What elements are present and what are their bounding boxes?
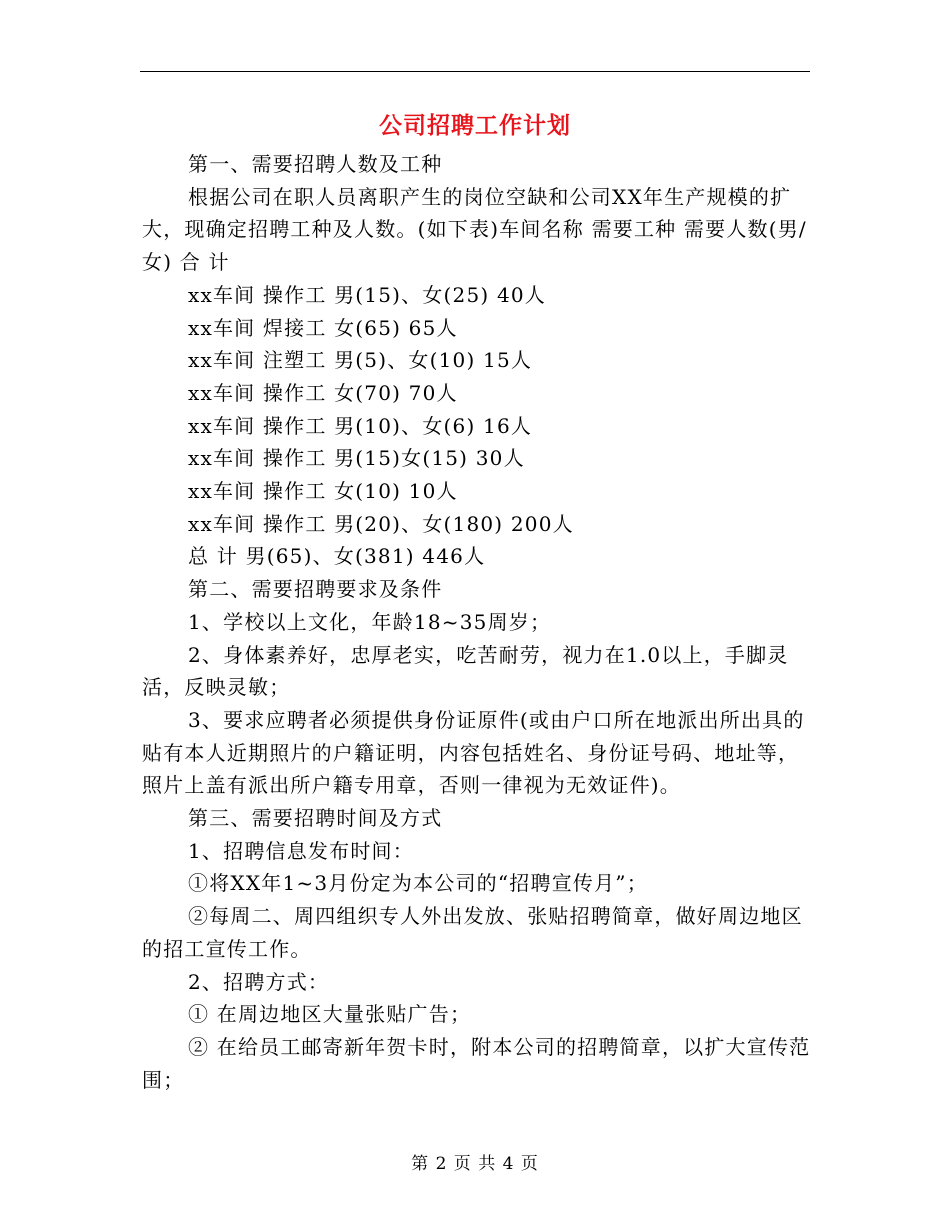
workshop-row: xx车间 操作工 男(15)、女(25) 40人 xyxy=(188,282,546,307)
workshop-row: xx车间 操作工 女(70) 70人 xyxy=(188,380,458,405)
list-item: ①将XX年1~3月份定为本公司的“招聘宣传月”； xyxy=(188,871,648,896)
workshop-row: xx车间 焊接工 女(65) 65人 xyxy=(188,315,458,340)
section-heading-2: 第二、需要招聘要求及条件 xyxy=(188,577,443,602)
section-heading-3: 第三、需要招聘时间及方式 xyxy=(188,806,443,831)
requirement-item: 1、学校以上文化，年龄18~35周岁； xyxy=(188,609,552,634)
total-row: 总 计 男(65)、女(381) 446人 xyxy=(188,544,486,569)
document-title: 公司招聘工作计划 xyxy=(379,112,571,139)
requirement-item: 3、要求应聘者必须提供身份证原件(或由户口所在地派出所出具的贴有本人近期照片的户籍证明，内容包括姓名、身份证号码、地址等，照片上盖有派出所户籍专用章，否则一律视为无效证件)。 xyxy=(142,707,805,798)
section-heading-1: 第一、需要招聘人数及工种 xyxy=(188,152,443,176)
requirement-item: 2、身体素养好，忠厚老实，吃苦耐劳，视力在1.0以上，手脚灵活，反映灵敏； xyxy=(142,642,789,700)
workshop-row: xx车间 注塑工 男(5)、女(10) 15人 xyxy=(188,348,533,373)
subsection-heading: 1、招聘信息发布时间： xyxy=(188,838,414,863)
list-item: ② 在给员工邮寄新年贺卡时，附本公司的招聘简章，以扩大宣传范围； xyxy=(142,1034,811,1092)
subsection-heading: 2、招聘方式： xyxy=(188,969,330,994)
workshop-row: xx车间 操作工 男(15)女(15) 30人 xyxy=(188,446,525,471)
document-body xyxy=(142,148,812,1096)
list-item: ① 在周边地区大量张贴广告； xyxy=(188,1002,472,1027)
workshop-row: xx车间 操作工 男(20)、女(180) 200人 xyxy=(188,511,574,536)
intro-paragraph: 根据公司在职人员离职产生的岗位空缺和公司XX年生产规模的扩大，现确定招聘工种及人数。(如下表)车间名称 需要工种 需要人数(男/女) 合 计 xyxy=(142,184,807,275)
header-rule xyxy=(140,71,810,72)
workshop-row: xx车间 操作工 男(10)、女(6) 16人 xyxy=(188,413,533,438)
workshop-row: xx车间 操作工 女(10) 10人 xyxy=(188,479,458,504)
page-number: 第 2 页 共 4 页 xyxy=(411,1154,539,1174)
list-item: ②每周二、周四组织专人外出发放、张贴招聘简章，做好周边地区的招工宣传工作。 xyxy=(142,904,803,961)
